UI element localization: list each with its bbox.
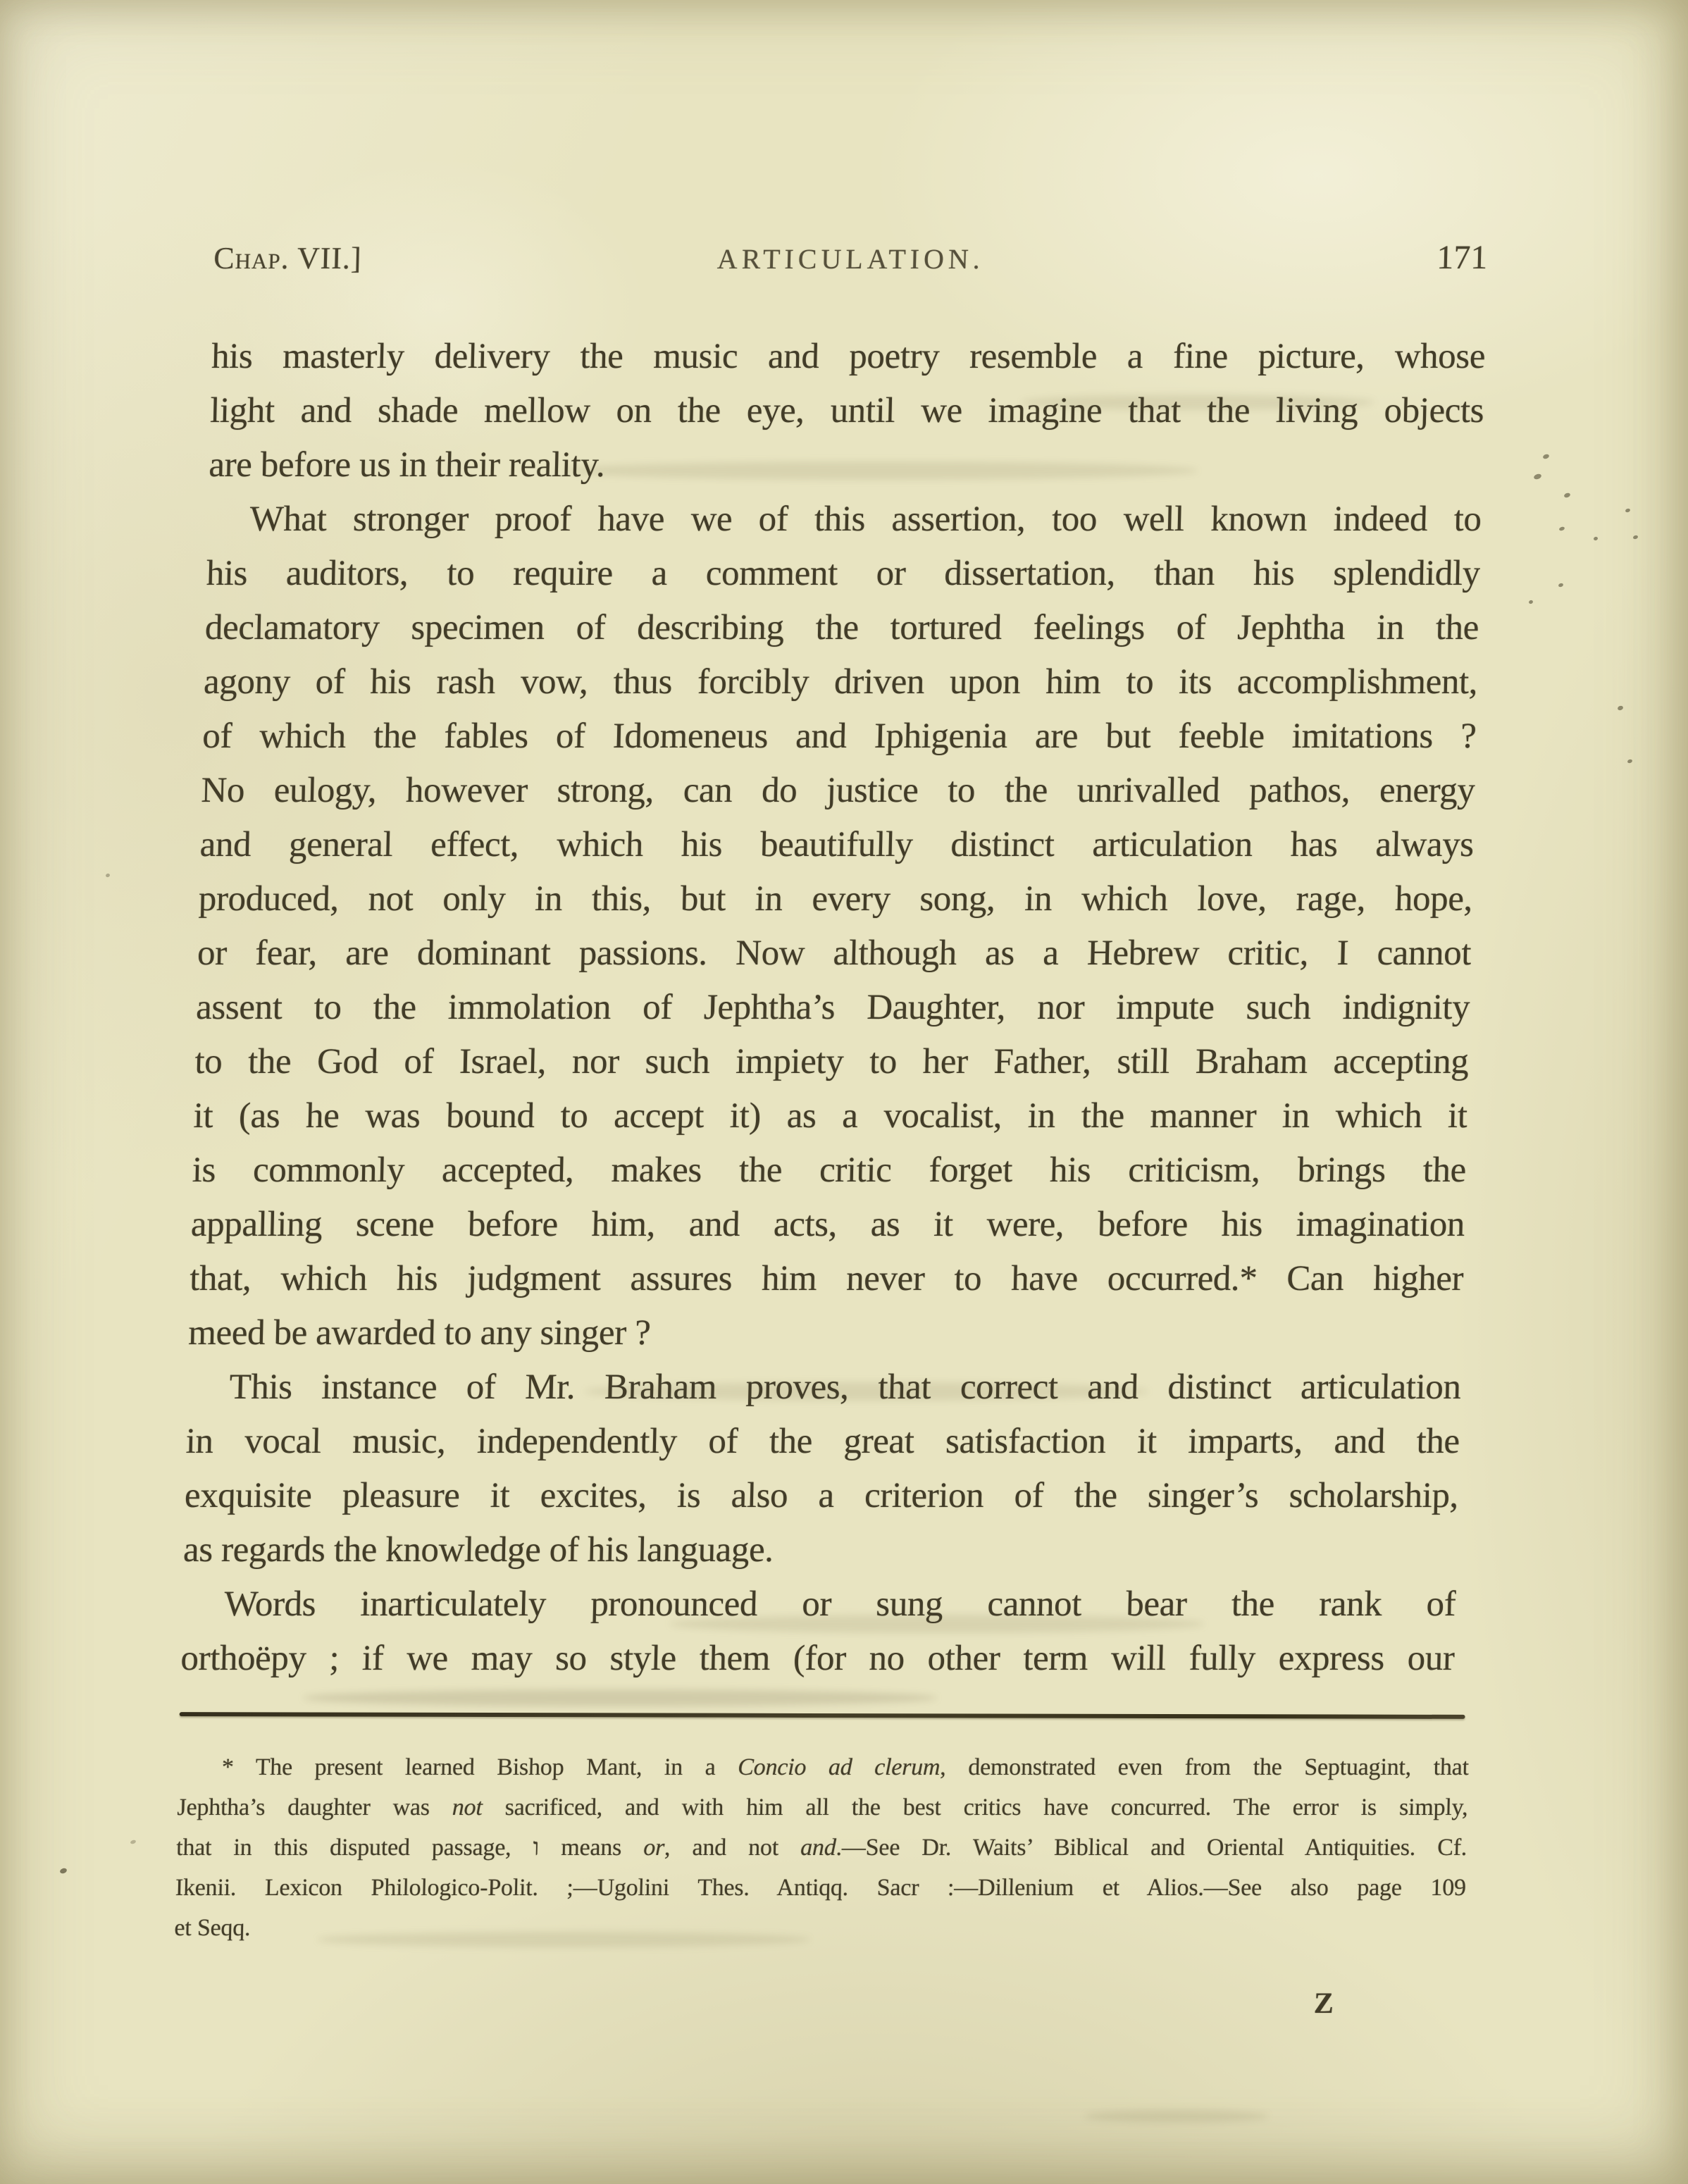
body-text-line: and general effect, which his beautifully distinct articulation has always	[199, 825, 1475, 864]
body-text-line: No eulogy, however strong, can do justice to the unrivalled pathos, energy	[200, 771, 1476, 810]
body-text-line: in vocal music, independently of the great satisfaction it imparts, and the	[185, 1422, 1460, 1461]
ink-speck	[1533, 473, 1542, 480]
body-text-line: it (as he was bound to accept it) as a vocalist, in the manner in which it	[193, 1096, 1468, 1136]
body-text-line: exquisite pleasure it excites, is also a criterion of the singer’s scholarship,	[184, 1476, 1459, 1515]
ink-speck	[1528, 600, 1533, 604]
ink-speck	[1632, 535, 1638, 540]
body-text-line: or fear, are dominant passions. Now although as a Hebrew critic, I cannot	[197, 933, 1472, 973]
body-text-line: declamatory specimen of describing the tortured feelings of Jephtha in the	[204, 608, 1479, 647]
chapter-label: Chap. VII.]	[213, 241, 363, 275]
ink-speck	[1627, 759, 1632, 764]
ink-speck	[1558, 583, 1563, 588]
body-text-line: meed be awarded to any singer ?	[187, 1313, 652, 1353]
ink-speck	[1558, 526, 1565, 531]
body-text-line: is commonly accepted, makes the critic forget his criticism, brings the	[192, 1150, 1467, 1190]
body-text-line: Words inarticulately pronounced or sung cannot bear the rank of	[223, 1584, 1456, 1624]
page-header	[213, 238, 1488, 277]
body-text-line: agony of his rash vow, thus forcibly driven upon him to its accomplishment,	[203, 662, 1478, 702]
ink-speck	[1617, 705, 1624, 711]
footnote-line: Jephtha’s daughter was not sacrificed, and with him all the best critics have concurred. The error is simply,	[177, 1794, 1468, 1820]
footnote-line: et Seqq.	[174, 1915, 251, 1941]
ink-speck	[105, 873, 110, 878]
ink-speck	[1542, 454, 1550, 460]
ink-speck	[1593, 536, 1598, 541]
signature-mark: Z	[1313, 1987, 1334, 2020]
body-text-line: to the God of Israel, nor such impiety to her Father, still Braham accepting	[194, 1042, 1470, 1081]
page-number: 171	[1436, 239, 1489, 276]
footnote-line: * The present learned Bishop Mant, in a Concio ad clerum, demonstrated even from the Septuagint, that	[221, 1754, 1470, 1780]
footnote-text	[174, 1747, 1470, 1948]
body-text-line: appalling scene before him, and acts, as it were, before his imagination	[190, 1205, 1465, 1244]
footnote-line: that in this disputed passage, ו means or, and not and.—See Dr. Waits’ Biblical and Oriental Antiquities. Cf.	[175, 1835, 1467, 1861]
body-text-line: of which the fables of Idomeneus and Iphigenia are but feeble imitations ?	[201, 716, 1477, 756]
ink-speck	[130, 1839, 136, 1844]
page-content	[168, 0, 1494, 2184]
body-text-line: his masterly delivery the music and poetry resemble a fine picture, whose	[211, 337, 1486, 376]
body-text-line: assent to the immolation of Jephtha’s Daughter, nor impute such indignity	[195, 988, 1470, 1027]
body-text-line: orthoëpy ; if we may so style them (for no other term will fully express our	[180, 1639, 1456, 1678]
body-text-line: produced, not only in this, but in every song, in which love, rage, hope,	[198, 879, 1473, 919]
body-text-line: light and shade mellow on the eye, until we imagine that the living objects	[209, 391, 1484, 430]
body-text-line: are before us in their reality.	[208, 445, 606, 485]
body-text-line: that, which his judgment assures him never to have occurred.* Can higher	[189, 1259, 1464, 1298]
ink-speck	[1625, 508, 1630, 513]
body-text-line: This instance of Mr. Braham proves, that correct and distinct articulation	[228, 1367, 1462, 1407]
body-text	[180, 330, 1486, 1686]
ink-speck	[1563, 492, 1571, 499]
ink-speck	[59, 1868, 68, 1875]
footnote-line: Ikenii. Lexicon Philologico-Polit. ;—Ugolini Thes. Antiqq. Sacr :—Dillenium et Alios.—See also page 109	[175, 1875, 1467, 1901]
running-title: ARTICULATION.	[716, 243, 985, 275]
footnote-rule	[180, 1712, 1465, 1719]
body-text-line: as regards the knowledge of his language.	[182, 1530, 774, 1570]
body-text-line: his auditors, to require a comment or dissertation, than his splendidly	[206, 554, 1481, 593]
body-text-line: What stronger proof have we of this assertion, too well known indeed to	[249, 500, 1482, 539]
